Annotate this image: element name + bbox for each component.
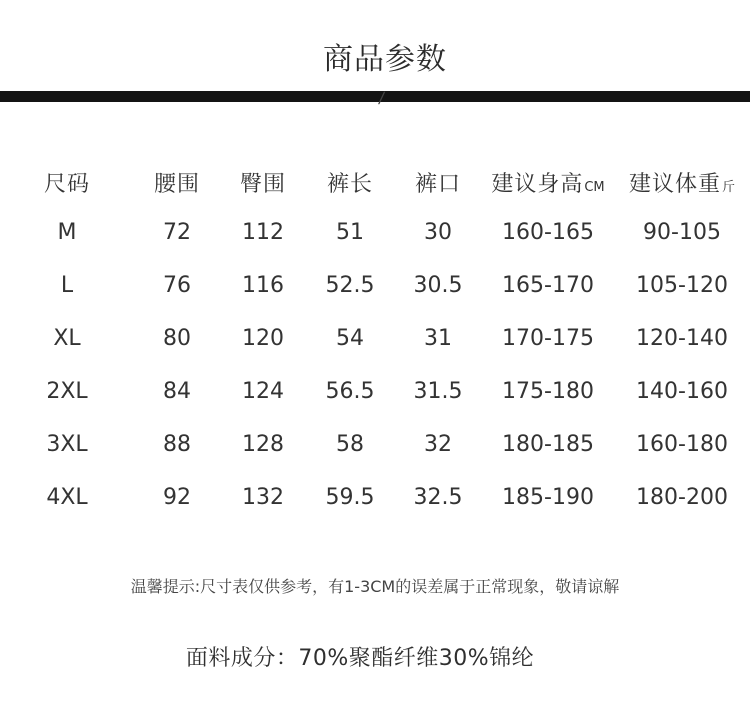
header-waist: 腰围 [153,171,200,197]
header-height-unit: CM [584,179,605,195]
cell-hip: 116 [242,273,284,298]
header-divider [0,91,750,102]
cell-suggested-height: 185-190 [502,485,594,510]
cell-suggested-height: 170-175 [502,326,594,351]
cell-suggested-height: 160-165 [502,220,594,245]
cell-hip: 132 [242,485,284,510]
cell-waist: 80 [163,326,191,351]
cell-leg-opening: 31 [424,326,452,351]
cell-suggested-weight: 105-120 [636,273,728,298]
cell-hip: 128 [242,432,284,457]
cell-leg-opening: 31.5 [413,379,463,404]
cell-pants-length: 59.5 [325,485,375,510]
cell-leg-opening: 32.5 [413,485,463,510]
page-title: 商品参数 [323,42,447,77]
cell-pants-length: 58 [336,432,364,457]
cell-leg-opening: 30 [424,220,452,245]
table-row [0,471,750,524]
fabric-composition: 面料成分：70%聚酯纤维30%锦纶 [185,646,535,671]
cell-hip: 124 [242,379,284,404]
cell-suggested-weight: 180-200 [636,485,728,510]
cell-suggested-weight: 120-140 [636,326,728,351]
table-row [0,206,750,259]
cell-hip: 112 [242,220,284,245]
cell-leg-opening: 32 [424,432,452,457]
cell-waist: 88 [163,432,191,457]
cell-waist: 76 [163,273,191,298]
cell-suggested-height: 180-185 [502,432,594,457]
cell-waist: 84 [163,379,191,404]
cell-suggested-height: 165-170 [502,273,594,298]
header-weight-unit: 斤 [722,179,736,195]
header-hip: 臀围 [239,171,286,197]
cell-suggested-weight: 90-105 [643,220,721,245]
header-pants-length: 裤长 [326,171,373,197]
header-suggested-weight: 建议体重斤 [628,171,736,197]
divider-mark: / [377,87,386,108]
cell-leg-opening: 30.5 [413,273,463,298]
cell-suggested-weight: 160-180 [636,432,728,457]
size-disclaimer-note: 温馨提示:尺寸表仅供参考，有1-3CM的误差属于正常现象，敬请谅解 [130,577,620,596]
header-size: 尺码 [43,171,90,197]
cell-size: L [60,273,74,298]
cell-size: 4XL [46,485,88,510]
cell-waist: 92 [163,485,191,510]
table-header-row [0,158,750,206]
header-suggested-height: 建议身高CM [491,171,605,197]
cell-size: M [57,220,77,245]
cell-hip: 120 [242,326,284,351]
table-row [0,312,750,365]
cell-size: 3XL [46,432,88,457]
table-row [0,365,750,418]
size-chart-table [0,158,750,524]
cell-pants-length: 54 [336,326,364,351]
cell-suggested-weight: 140-160 [636,379,728,404]
table-row [0,418,750,471]
cell-suggested-height: 175-180 [502,379,594,404]
cell-pants-length: 51 [336,220,364,245]
cell-pants-length: 52.5 [325,273,375,298]
cell-size: 2XL [46,379,88,404]
cell-pants-length: 56.5 [325,379,375,404]
table-row [0,259,750,312]
cell-waist: 72 [163,220,191,245]
header-leg-opening: 裤口 [414,171,461,197]
cell-size: XL [53,326,81,351]
